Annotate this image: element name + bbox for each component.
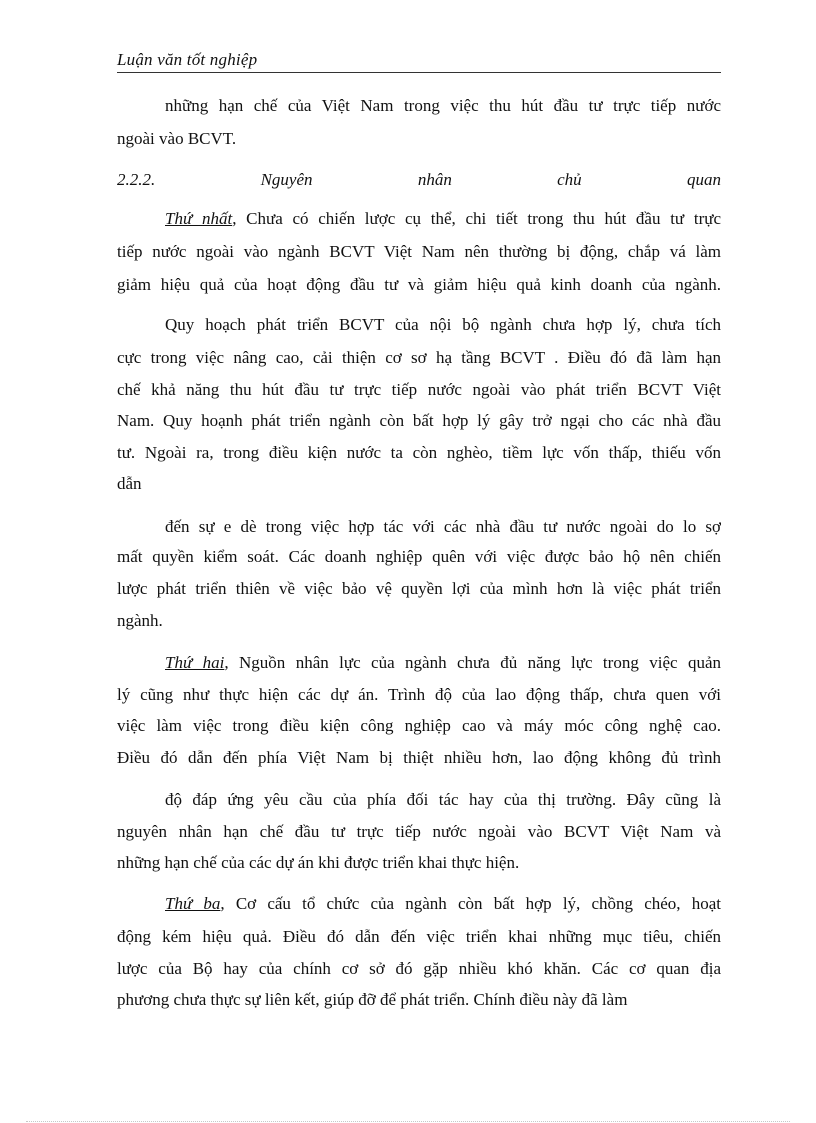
paragraph-2-line-4: Nam. Quy hoạnh phát triển ngành còn bất hợp lý gây trở ngại cho các nhà đầu bbox=[117, 411, 721, 430]
paragraph-4-line-2: lý cũng như thực hiện các dự án. Trình độ của lao động thấp, chưa quen với bbox=[117, 685, 721, 704]
paragraph-2-line-6: dẫn bbox=[117, 474, 142, 493]
paragraph-1-lead: Thứ nhất bbox=[165, 209, 233, 228]
paragraph-6-line-2: động kém hiệu quả. Điều đó dẫn đến việc triển khai những mục tiêu, chiến bbox=[117, 927, 721, 946]
header-title: Luận văn tốt nghiệp bbox=[117, 50, 258, 69]
paragraph-2-line-5: tư. Ngoài ra, trong điều kiện nước ta còn nghèo, tiềm lực vốn thấp, thiếu vốn bbox=[117, 443, 721, 462]
paragraph-6-line-1 bbox=[165, 892, 721, 916]
paragraph-6-lead: Thứ ba bbox=[165, 894, 221, 913]
intro-line-2: ngoài vào BCVT. bbox=[117, 129, 237, 148]
paragraph-4-line-1 bbox=[165, 651, 721, 675]
paragraph-4-lead: Thứ hai bbox=[165, 653, 225, 672]
section-number: 2.2.2. bbox=[117, 170, 156, 189]
section-heading-word: quan bbox=[686, 170, 721, 189]
paragraph-3-line-4: ngành. bbox=[117, 611, 163, 630]
paragraph-3-line-2: mất quyền kiểm soát. Các doanh nghiệp quên với việc được bảo hộ nên chiến bbox=[117, 547, 721, 566]
paragraph-1-line-3: giảm hiệu quả của hoạt động đầu tư và giảm hiệu quả kinh doanh của ngành. bbox=[117, 275, 721, 294]
paragraph-6-line-3: lược của Bộ hay của chính cơ sở đó gặp nhiều khó khăn. Các cơ quan địa bbox=[117, 959, 721, 978]
paragraph-2-line-3: chế khả năng thu hút đầu tư trực tiếp nước ngoài vào phát triển BCVT Việt bbox=[117, 380, 721, 399]
paragraph-5-line-2: nguyên nhân hạn chế đầu tư trực tiếp nước ngoài vào BCVT Việt Nam và bbox=[117, 822, 721, 841]
paragraph-4-line-1-text: , Nguồn nhân lực của ngành chưa đủ năng lực trong việc quản bbox=[224, 653, 721, 672]
paragraph-1-line-2: tiếp nước ngoài vào ngành BCVT Việt Nam nên thường bị động, chắp vá làm bbox=[117, 242, 721, 261]
paragraph-5-line-3: những hạn chế của các dự án khi được triển khai thực hiện. bbox=[117, 853, 520, 872]
paragraph-3-line-3: lược phát triển thiên về việc bảo vệ quyền lợi của mình hơn là việc phát triển bbox=[117, 579, 721, 598]
paragraph-4-line-4: Điều đó dẫn đến phía Việt Nam bị thiệt nhiều hơn, lao động không đủ trình bbox=[117, 748, 721, 767]
page-bottom-border bbox=[26, 1121, 790, 1122]
page-header bbox=[117, 48, 721, 73]
section-heading bbox=[117, 168, 721, 192]
paragraph-6-line-4: phương chưa thực sự liên kết, giúp đỡ để phát triển. Chính điều này đã làm bbox=[117, 990, 628, 1009]
paragraph-5-line-1: độ đáp ứng yêu cầu của phía đối tác hay của thị trường. Đây cũng là bbox=[165, 790, 721, 809]
paragraph-2-line-1: Quy hoạch phát triển BCVT của nội bộ ngành chưa hợp lý, chưa tích bbox=[165, 315, 721, 334]
section-heading-word: chủ bbox=[557, 170, 582, 189]
section-heading-word: nhân bbox=[417, 170, 452, 189]
paragraph-1-line-1 bbox=[165, 207, 721, 231]
intro-line-1: những hạn chế của Việt Nam trong việc thu hút đầu tư trực tiếp nước bbox=[165, 96, 721, 115]
paragraph-4-line-3: việc làm việc trong điều kiện công nghiệp cao và máy móc công nghệ cao. bbox=[117, 716, 721, 735]
paragraph-2-line-2: cực trong việc nâng cao, cải thiện cơ sơ hạ tầng BCVT . Điều đó đã làm hạn bbox=[117, 348, 721, 367]
paragraph-6-line-1-text: , Cơ cấu tổ chức của ngành còn bất hợp lý, chồng chéo, hoạt bbox=[220, 894, 721, 913]
section-heading-word: Nguyên bbox=[260, 170, 313, 189]
paragraph-1-line-1-text: , Chưa có chiến lược cụ thể, chi tiết trong thu hút đầu tư trực bbox=[232, 209, 721, 228]
paragraph-3-line-1: đến sự e dè trong việc hợp tác với các nhà đầu tư nước ngoài do lo sợ bbox=[165, 517, 721, 536]
